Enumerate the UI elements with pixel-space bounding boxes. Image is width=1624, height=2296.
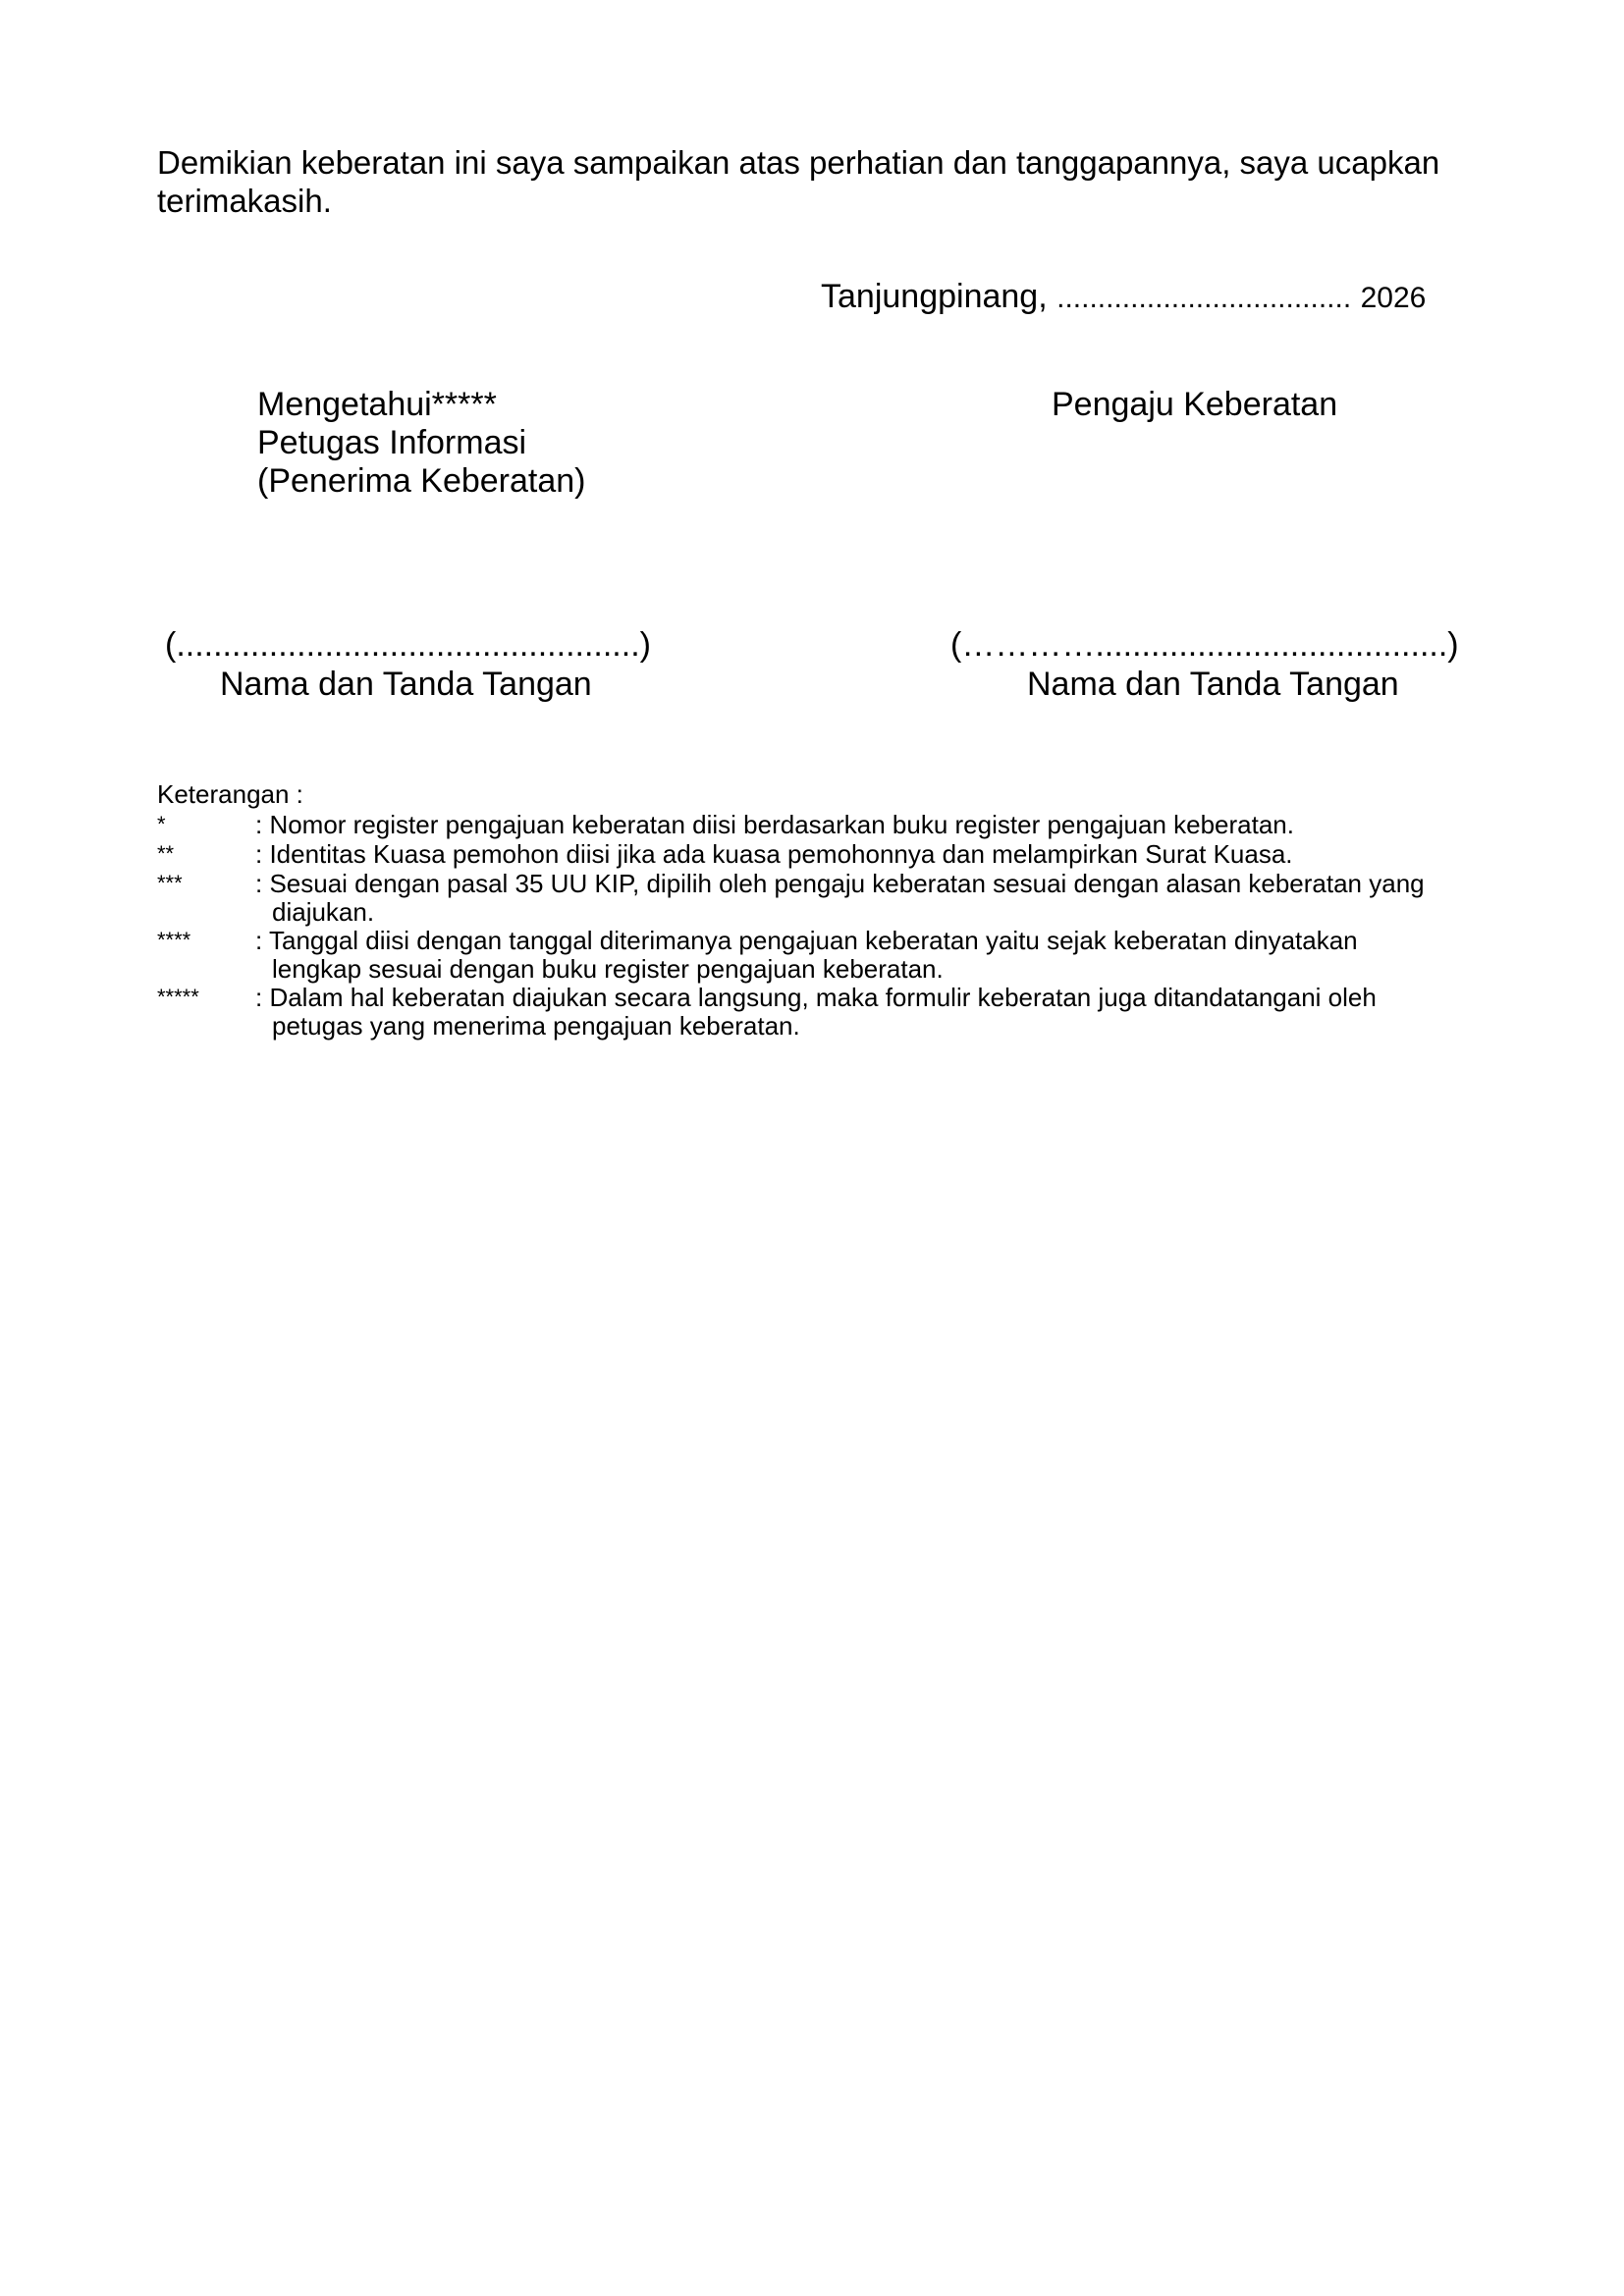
note-text (255, 983, 1377, 1040)
note-item (157, 810, 1425, 839)
note-line: : Dalam hal keberatan diajukan secara langsung, maka formulir keberatan juga ditandatangani oleh (255, 983, 1377, 1012)
note-text (255, 810, 1294, 839)
note-line: : Tanggal diisi dengan tanggal diterimanya pengajuan keberatan yaitu sejak keberatan dinyatakan (255, 926, 1358, 955)
note-mark: ** (157, 841, 175, 866)
left-signatory-line-2: Petugas Informasi (257, 424, 527, 461)
left-signatory-heading (257, 386, 586, 501)
note-line: : Identitas Kuasa pemohon diisi jika ada kuasa pemohonnya dan melampirkan Surat Kuasa. (255, 839, 1293, 869)
place-date-line (821, 278, 1426, 316)
left-signature-line: (..................................................) (165, 626, 651, 664)
note-item (157, 869, 1425, 926)
date-placeholder: .................................... (1056, 282, 1352, 314)
note-text (255, 869, 1425, 926)
note-line-continued: petugas yang menerima pengajuan keberatan. (272, 1011, 800, 1041)
note-mark: **** (157, 928, 191, 952)
note-line: : Sesuai dengan pasal 35 UU KIP, dipilih oleh pengaju keberatan sesuai dengan alasan keberatan yang (255, 869, 1425, 898)
note-mark: ***** (157, 985, 199, 1009)
closing-line-1: Demikian keberatan ini saya sampaikan atas perhatian dan tanggapannya, saya ucapkan (157, 144, 1440, 181)
notes-section (157, 778, 1425, 1040)
left-signature-caption: Nama dan Tanda Tangan (220, 666, 592, 703)
note-mark: *** (157, 871, 183, 895)
note-text (255, 926, 1358, 983)
closing-paragraph (157, 143, 1473, 220)
left-signatory-line-1: Mengetahui***** (257, 386, 497, 423)
note-item (157, 839, 1425, 869)
note-line: : Nomor register pengajuan keberatan diisi berdasarkan buku register pengajuan keberatan. (255, 810, 1294, 839)
note-item (157, 983, 1425, 1040)
note-item (157, 926, 1425, 983)
right-signature-line: (…………......................................) (950, 626, 1459, 664)
right-signature-caption: Nama dan Tanda Tangan (1027, 666, 1399, 703)
right-signatory-heading: Pengaju Keberatan (1052, 386, 1338, 423)
note-line-continued: diajukan. (272, 897, 375, 927)
left-signatory-line-3: (Penerima Keberatan) (257, 462, 586, 500)
year-label: 2026 (1360, 282, 1427, 314)
closing-line-2: terimakasih. (157, 183, 332, 219)
city-label: Tanjungpinang, (821, 278, 1048, 315)
note-mark: * (157, 812, 166, 836)
note-line-continued: lengkap sesuai dengan buku register pengajuan keberatan. (272, 954, 944, 984)
note-text (255, 839, 1293, 869)
notes-title: Keterangan : (157, 779, 303, 809)
